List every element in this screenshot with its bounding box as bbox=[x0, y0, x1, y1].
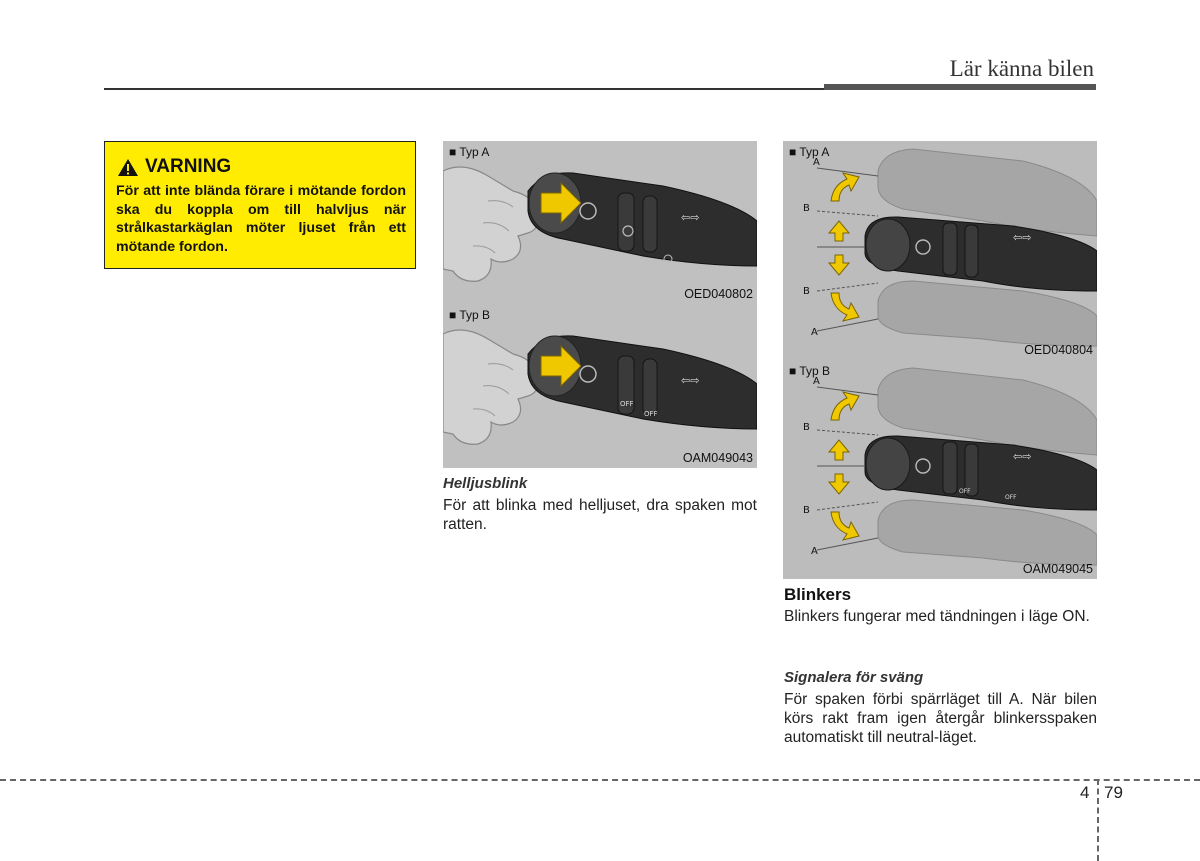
svg-text:⇦⇨: ⇦⇨ bbox=[1013, 450, 1032, 463]
figure-turn-signal-typ-a bbox=[783, 141, 1097, 360]
footer-dashed-rule bbox=[0, 779, 1200, 781]
switch-off-label: OFF bbox=[1005, 494, 1017, 501]
position-label-a: A bbox=[811, 546, 818, 557]
chapter-title: Lär känna bilen bbox=[949, 56, 1094, 81]
position-label-a: A bbox=[811, 327, 818, 338]
blinkers-heading: Blinkers bbox=[784, 585, 852, 604]
switch-off-label: OFF bbox=[644, 410, 658, 418]
figure-code: OED040802 bbox=[684, 287, 753, 301]
header-rule-accent bbox=[824, 84, 1096, 90]
figure-turn-signal-typ-b bbox=[783, 360, 1097, 579]
figure-code: OAM049043 bbox=[682, 451, 753, 465]
chapter-number: 4 bbox=[1080, 783, 1090, 802]
figure-type-label: ■ Typ B bbox=[789, 364, 831, 378]
blinkers-text: Blinkers fungerar med tändningen i läge ON. bbox=[784, 608, 1090, 625]
figure-type-label: ■ Typ A bbox=[449, 145, 490, 159]
svg-text:⇦⇨: ⇦⇨ bbox=[681, 211, 700, 224]
warning-header bbox=[117, 156, 231, 178]
turn-signal-illustration bbox=[783, 141, 1097, 360]
figure-code: OAM049045 bbox=[1022, 562, 1093, 576]
figure-flash-typ-b bbox=[443, 304, 757, 468]
figure-code: OED040804 bbox=[1024, 343, 1093, 357]
turn-signal-illustration bbox=[783, 360, 1097, 579]
position-label-a: A bbox=[813, 157, 820, 168]
page-number: 79 bbox=[1104, 783, 1123, 802]
signal-turn-text: För spaken förbi spärrläget till A. När bilen körs rakt fram igen återgår blinkersspaken automatiskt till neutral-läget. bbox=[784, 691, 1097, 747]
switch-off-label: OFF bbox=[959, 488, 971, 495]
figure-type-label: ■ Typ B bbox=[449, 308, 491, 322]
warning-text: För att inte blända förare i mötande fordon ska du koppla om till halvljus när strålkastarkäglan möter ljuset från ett mötande fordon. bbox=[116, 183, 406, 255]
warning-title: VARNING bbox=[145, 156, 232, 177]
position-label-b: B bbox=[803, 422, 810, 433]
warning-box bbox=[104, 141, 416, 269]
position-label-a: A bbox=[813, 376, 820, 387]
switch-off-label: OFF bbox=[620, 400, 634, 408]
stalk-illustration bbox=[443, 304, 757, 468]
footer-vertical-rule bbox=[1097, 779, 1099, 861]
figure-type-label: ■ Typ A bbox=[789, 145, 830, 159]
position-label-b: B bbox=[803, 505, 810, 516]
figure-flash-typ-a bbox=[443, 141, 757, 304]
position-label-b: B bbox=[803, 203, 810, 214]
warning-triangle-icon bbox=[117, 158, 139, 177]
helljusblink-text: För att blinka med helljuset, dra spaken mot ratten. bbox=[443, 497, 757, 534]
signal-turn-heading: Signalera för sväng bbox=[784, 669, 924, 686]
stalk-illustration bbox=[443, 141, 757, 304]
position-label-b: B bbox=[803, 286, 810, 297]
svg-text:⇦⇨: ⇦⇨ bbox=[1013, 231, 1032, 244]
helljusblink-heading: Helljusblink bbox=[443, 475, 528, 492]
svg-text:⇦⇨: ⇦⇨ bbox=[681, 374, 700, 387]
